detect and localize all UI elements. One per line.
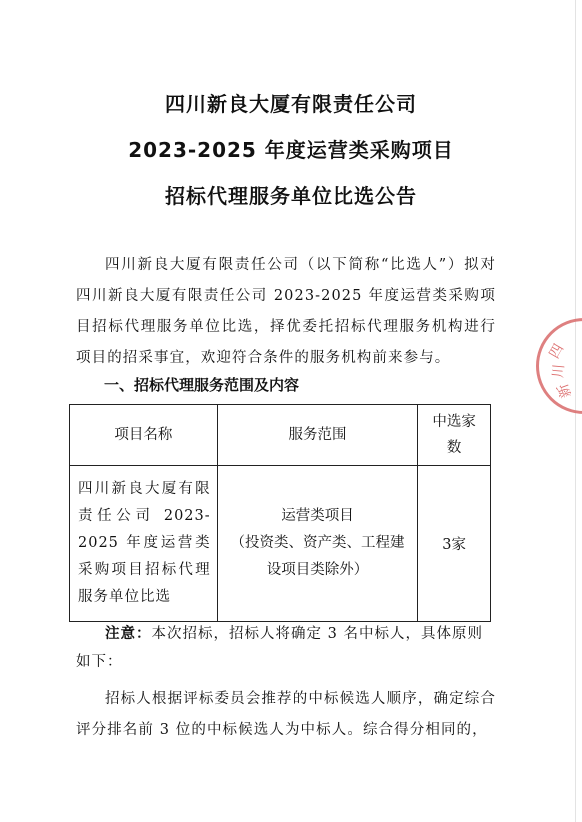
- cell-selected-count: 3家: [418, 466, 491, 622]
- note-paragraph: [76, 620, 496, 676]
- header-service-scope: 服务范围: [217, 405, 418, 466]
- table-header-row: [70, 405, 491, 466]
- cell-project-name: 四川新良大厦有限责任公司 2023-2025 年度运营类采购项目招标代理服务单位比选: [70, 466, 218, 622]
- title-company: 四川新良大厦有限责任公司: [165, 92, 417, 116]
- table-row: [70, 466, 491, 622]
- note-text: 本次招标，招标人将确定 3 名中标人，具体原则如下：: [76, 626, 483, 670]
- note-label: 注意：: [105, 626, 152, 642]
- scope-table: [69, 404, 491, 622]
- header-selected-count-text: 中选家数: [432, 414, 476, 456]
- header-project-name: 项目名称: [70, 405, 218, 466]
- title-notice: 招标代理服务单位比选公告: [165, 184, 417, 208]
- intro-paragraph: 四川新良大厦有限责任公司（以下简称“比选人”）拟对四川新良大厦有限责任公司 2023-2025 年度运营类采购项目招标代理服务单位比选，择优委托招标代理服务机构进行项目的招采事宜，欢迎符合条件的服务机构前来参与。: [76, 257, 496, 366]
- cell-service-scope: [217, 466, 418, 622]
- principle-paragraph: 招标人根据评标委员会推荐的中标候选人顺序，确定综合评分排名前 3 位的中标候选人为中标人。综合得分相同的，: [76, 691, 496, 738]
- header-selected-count: [418, 405, 491, 466]
- title-project: 2023-2025 年度运营类采购项目: [128, 138, 454, 162]
- scope-main: 运营类项目: [281, 508, 354, 524]
- company-seal-stamp: 四 川 新: [536, 318, 582, 414]
- section-heading-scope: 一、招标代理服务范围及内容: [104, 376, 300, 394]
- scope-exclusion: （投资类、资产类、工程建设项目类除外）: [230, 535, 405, 578]
